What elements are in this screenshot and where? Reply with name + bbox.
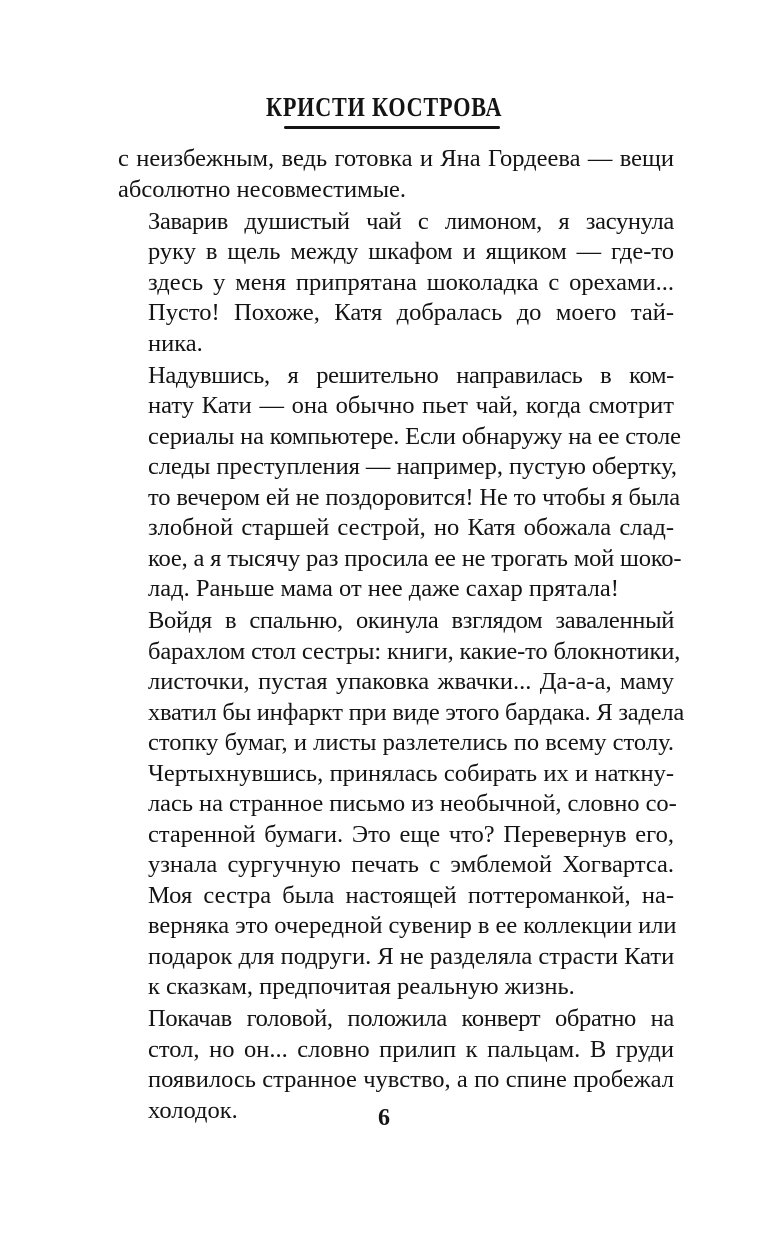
text-line: старенной бумаги. Это еще что? Перевернув его, (148, 820, 674, 848)
body-paragraph (118, 207, 674, 360)
text-line: холодок. (148, 1096, 238, 1124)
text-line: хватил бы инфаркт при виде этого бардака. Я задела (148, 698, 685, 726)
text-line: абсолютно несовместимые. (118, 175, 407, 203)
text-line: стол, но он... словно прилип к пальцам. В груди (148, 1035, 674, 1063)
body-paragraph (118, 361, 682, 605)
text-line: подарок для подруги. Я не разделяла страсти Кати (148, 942, 675, 970)
text-line: Покачав головой, положила конверт обратно на (148, 1005, 674, 1032)
text-line: нату Кати — она обычно пьет чай, когда смотрит (148, 392, 674, 419)
text-line: Чертыхнувшись, принялась собирать их и наткну- (148, 759, 674, 787)
text-line: лад. Раньше мама от нее даже сахар прятала! (148, 575, 619, 602)
text-line: Заварив душистый чай с лимоном, я засунула (148, 207, 674, 235)
text-line: верняка это очередной сувенир в ее коллекции или (148, 912, 677, 939)
text-line: следы преступления — например, пустую обертку, (148, 453, 677, 480)
text-line: появилось странное чувство, а по спине пробежал (148, 1066, 674, 1093)
text-line: кое, а я тысячу раз просила ее не трогать мой шоко- (148, 544, 682, 572)
text-line: листочки, пустая упаковка жвачки... Да-а-а, маму (148, 668, 674, 695)
page-number: 6 (378, 1105, 390, 1131)
text-line: к сказкам, предпочитая реальную жизнь. (148, 973, 575, 1000)
text-line: здесь у меня припрятана шоколадка с орехами... (148, 268, 674, 296)
text-line: Надувшись, я решительно направилась в ком- (148, 361, 674, 389)
text-line: барахлом стол сестры: книги, какие-то блокнотики, (148, 637, 681, 665)
text-line: Моя сестра была настоящей поттероманкой, на- (148, 881, 674, 909)
text-line: руку в щель между шкафом и ящиком — где-то (148, 238, 674, 265)
text-line: сериалы на компьютере. Если обнаружу на ее столе (148, 422, 681, 450)
body-paragraph (118, 606, 685, 1003)
body-paragraph (118, 144, 674, 205)
text-line: стопку бумаг, и листы разлетелись по всему столу. (148, 729, 674, 756)
text-line: узнала сургучную печать с эмблемой Хогвартса. (148, 851, 674, 878)
text-line: лась на странное письмо из необычной, словно со- (148, 790, 677, 817)
text-line: Войдя в спальню, окинула взглядом заваленный (148, 607, 674, 634)
header-underline (284, 126, 500, 129)
page-body-text (118, 144, 685, 1126)
text-line: ника. (148, 329, 203, 357)
text-line: злобной старшей сестрой, но Катя обожала слад- (148, 514, 674, 541)
text-line: Пусто! Похоже, Катя добралась до моего тай- (148, 299, 674, 326)
running-header (0, 92, 768, 122)
text-line: с неизбежным, ведь готовка и Яна Гордеева — вещи (118, 145, 674, 172)
running-header-title: КРИСТИ КОСТРОВА (265, 92, 503, 122)
text-line: то вечером ей не поздоровится! Не то чтобы я была (148, 483, 680, 511)
